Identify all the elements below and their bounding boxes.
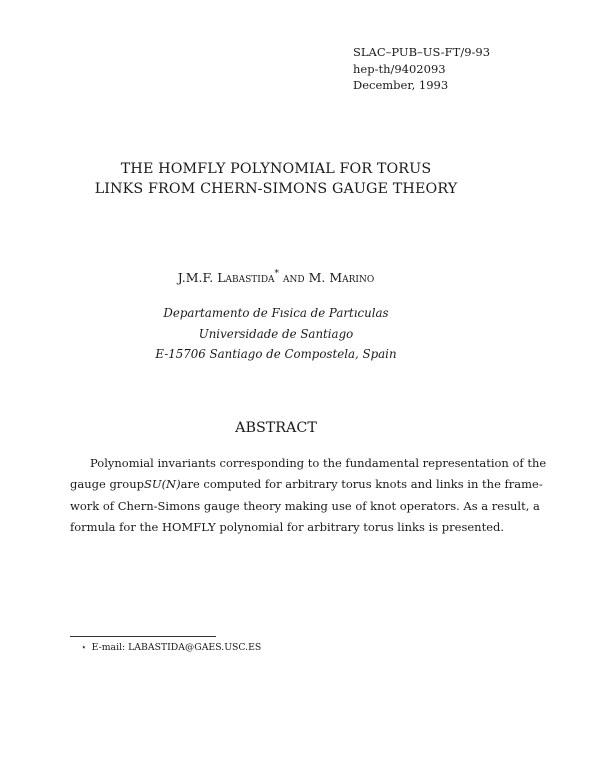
affiliation xyxy=(0,303,552,365)
preprint-header xyxy=(353,44,490,94)
arxiv-id: hep-th/9402093 xyxy=(353,61,446,76)
abstract-line-1 xyxy=(70,453,547,474)
author-labastida: J.M.F. Labastida xyxy=(177,270,275,285)
preprint-date: December, 1993 xyxy=(353,78,449,92)
title-line-1: THE HOMFLY POLYNOMIAL FOR TORUS xyxy=(120,161,432,177)
abstract-text xyxy=(70,453,547,539)
paper-title xyxy=(0,159,552,199)
author-footnote-mark: * xyxy=(274,269,280,279)
abstract-line-3-text: work of Chern-Simons gauge theory making use of knot operators. As a result, a xyxy=(70,498,540,513)
abstract-line-2-pre: gauge group xyxy=(70,477,144,492)
footnote-email: E-mail: LABASTIDA@GAES.USC.ES xyxy=(91,642,262,653)
affiliation-address: E-15706 Santiago de Compostela, Spain xyxy=(155,347,397,361)
author-list xyxy=(0,270,552,285)
author-conjunction: and xyxy=(283,270,305,285)
footnote xyxy=(81,642,261,653)
footnote-mark: ⋆ xyxy=(81,643,87,653)
abstract-line-1-text: Polynomial invariants corresponding to the fundamental representation of the xyxy=(90,456,547,470)
abstract-line-2 xyxy=(70,474,543,495)
abstract-line-3 xyxy=(70,496,540,517)
abstract-line-2-post: are computed for arbitrary torus knots and links in the frame- xyxy=(180,477,543,492)
abstract-line-4: formula for the HOMFLY polynomial for arbitrary torus links is presented. xyxy=(70,520,505,535)
affiliation-department: Departamento de Fısica de Partıculas xyxy=(163,306,389,320)
title-line-2: LINKS FROM CHERN-SIMONS GAUGE THEORY xyxy=(94,181,458,197)
footnote-rule xyxy=(70,636,216,637)
author-marino: M. Marino xyxy=(308,270,375,285)
affiliation-university: Universidade de Santiago xyxy=(198,326,354,341)
abstract-heading: ABSTRACT xyxy=(235,420,317,436)
report-number: SLAC–PUB–US-FT/9-93 xyxy=(353,45,491,59)
gauge-group-math: SU(N) xyxy=(144,477,181,492)
